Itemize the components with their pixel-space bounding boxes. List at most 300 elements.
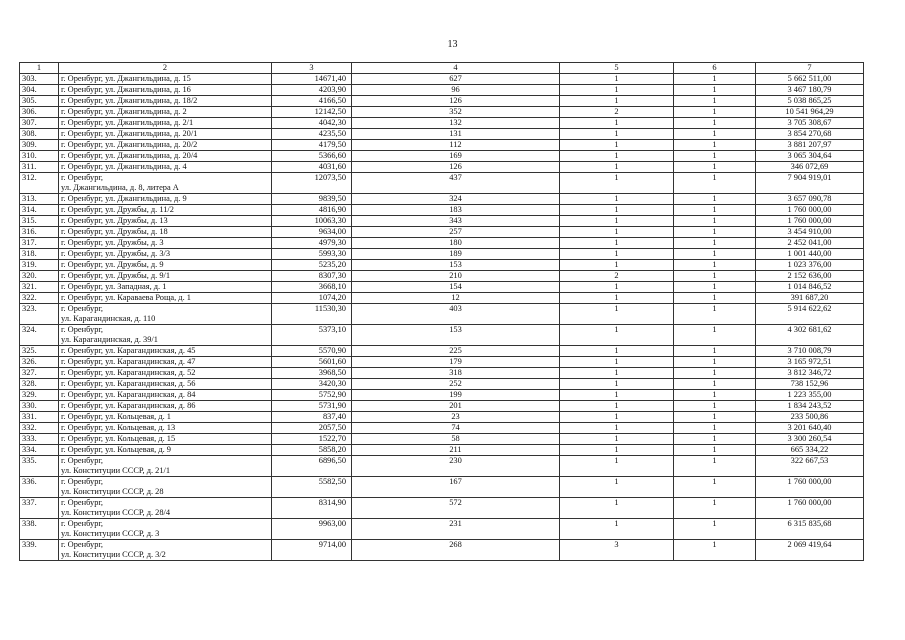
column-5-cell: 1 <box>560 260 674 271</box>
row-number-cell: 331. <box>20 412 59 423</box>
column-6-cell: 1 <box>674 260 756 271</box>
column-5-cell: 1 <box>560 379 674 390</box>
column-5-cell: 1 <box>560 456 674 477</box>
address-cell <box>59 216 272 227</box>
address-cell <box>59 107 272 118</box>
column-header-4: 4 <box>352 63 560 74</box>
address-line: г. Оренбург, <box>61 540 104 549</box>
page-number: 13 <box>447 39 458 50</box>
address-line: ул. Конституции СССР, д. 28/4 <box>61 508 171 517</box>
amount-cell: 233 500,86 <box>756 412 864 423</box>
amount-cell: 3 467 180,79 <box>756 85 864 96</box>
row-number-cell: 324. <box>20 325 59 346</box>
column-5-cell: 1 <box>560 118 674 129</box>
area-cell: 5731,90 <box>272 401 352 412</box>
address-line: г. Оренбург, <box>61 325 104 334</box>
amount-cell: 3 812 346,72 <box>756 368 864 379</box>
row-number-cell: 305. <box>20 96 59 107</box>
table-row <box>20 423 864 434</box>
table-row <box>20 357 864 368</box>
area-cell: 5235,20 <box>272 260 352 271</box>
row-number-cell: 306. <box>20 107 59 118</box>
column-5-cell: 1 <box>560 173 674 194</box>
address-line: г. Оренбург, ул. Дружбы, д. 3/3 <box>61 249 171 258</box>
column-5-cell: 1 <box>560 227 674 238</box>
area-cell: 4166,50 <box>272 96 352 107</box>
address-line: г. Оренбург, <box>61 519 104 528</box>
area-cell: 12073,50 <box>272 173 352 194</box>
row-number-cell: 339. <box>20 540 59 561</box>
column-5-cell: 2 <box>560 107 674 118</box>
address-line: ул. Конституции СССР, д. 28 <box>61 487 164 496</box>
column-4-cell: 225 <box>352 346 560 357</box>
column-4-cell: 12 <box>352 293 560 304</box>
column-5-cell: 1 <box>560 445 674 456</box>
area-cell: 3420,30 <box>272 379 352 390</box>
address-cell <box>59 412 272 423</box>
column-6-cell: 1 <box>674 412 756 423</box>
address-cell <box>59 346 272 357</box>
address-cell <box>59 271 272 282</box>
address-line: г. Оренбург, ул. Карагандинская, д. 86 <box>61 401 196 410</box>
column-5-cell: 2 <box>560 271 674 282</box>
amount-cell: 2 152 636,00 <box>756 271 864 282</box>
address-cell <box>59 423 272 434</box>
table-row <box>20 216 864 227</box>
address-cell <box>59 304 272 325</box>
row-number-cell: 334. <box>20 445 59 456</box>
row-number-cell: 315. <box>20 216 59 227</box>
address-line: г. Оренбург, ул. Джангильдина, д. 16 <box>61 85 191 94</box>
column-6-cell: 1 <box>674 85 756 96</box>
address-cell <box>59 205 272 216</box>
area-cell: 14671,40 <box>272 74 352 85</box>
column-6-cell: 1 <box>674 282 756 293</box>
table-row <box>20 282 864 293</box>
table-row <box>20 85 864 96</box>
address-line: г. Оренбург, ул. Джангильдина, д. 20/1 <box>61 129 198 138</box>
area-cell: 5366,60 <box>272 151 352 162</box>
address-cell <box>59 456 272 477</box>
amount-cell: 3 300 260,54 <box>756 434 864 445</box>
row-number-cell: 330. <box>20 401 59 412</box>
amount-cell: 1 001 440,00 <box>756 249 864 260</box>
column-6-cell: 1 <box>674 540 756 561</box>
table-row <box>20 304 864 325</box>
area-cell: 5858,20 <box>272 445 352 456</box>
amount-cell: 3 657 090,78 <box>756 194 864 205</box>
table-row <box>20 519 864 540</box>
column-4-cell: 437 <box>352 173 560 194</box>
address-cell <box>59 249 272 260</box>
column-4-cell: 627 <box>352 74 560 85</box>
column-5-cell: 1 <box>560 129 674 140</box>
column-4-cell: 58 <box>352 434 560 445</box>
address-cell <box>59 162 272 173</box>
row-number-cell: 319. <box>20 260 59 271</box>
table-row <box>20 498 864 519</box>
address-cell <box>59 390 272 401</box>
address-cell <box>59 325 272 346</box>
amount-cell: 1 223 355,00 <box>756 390 864 401</box>
amount-cell: 346 072,69 <box>756 162 864 173</box>
amount-cell: 4 302 681,62 <box>756 325 864 346</box>
area-cell: 5582,50 <box>272 477 352 498</box>
table-row <box>20 129 864 140</box>
column-6-cell: 1 <box>674 456 756 477</box>
column-6-cell: 1 <box>674 173 756 194</box>
address-cell <box>59 368 272 379</box>
column-4-cell: 112 <box>352 140 560 151</box>
address-cell <box>59 129 272 140</box>
row-number-cell: 318. <box>20 249 59 260</box>
amount-cell: 6 315 835,68 <box>756 519 864 540</box>
column-5-cell: 1 <box>560 249 674 260</box>
column-4-cell: 179 <box>352 357 560 368</box>
table-row <box>20 107 864 118</box>
address-cell <box>59 173 272 194</box>
row-number-cell: 336. <box>20 477 59 498</box>
column-6-cell: 1 <box>674 107 756 118</box>
column-5-cell: 1 <box>560 140 674 151</box>
row-number-cell: 320. <box>20 271 59 282</box>
area-cell: 5752,90 <box>272 390 352 401</box>
amount-cell: 3 454 910,00 <box>756 227 864 238</box>
amount-cell: 3 854 270,68 <box>756 129 864 140</box>
table-row <box>20 249 864 260</box>
column-6-cell: 1 <box>674 238 756 249</box>
address-line: г. Оренбург, ул. Карагандинская, д. 45 <box>61 346 196 355</box>
amount-cell: 1 760 000,00 <box>756 477 864 498</box>
address-cell <box>59 293 272 304</box>
column-4-cell: 201 <box>352 401 560 412</box>
column-4-cell: 572 <box>352 498 560 519</box>
table-row <box>20 227 864 238</box>
column-5-cell: 1 <box>560 357 674 368</box>
row-number-cell: 326. <box>20 357 59 368</box>
address-line: г. Оренбург, ул. Дружбы, д. 3 <box>61 238 164 247</box>
amount-cell: 1 760 000,00 <box>756 216 864 227</box>
column-5-cell: 1 <box>560 74 674 85</box>
address-line: г. Оренбург, ул. Карагандинская, д. 47 <box>61 357 196 366</box>
table-row <box>20 456 864 477</box>
column-5-cell: 1 <box>560 304 674 325</box>
column-6-cell: 1 <box>674 401 756 412</box>
address-cell <box>59 401 272 412</box>
table-row <box>20 390 864 401</box>
address-line: г. Оренбург, <box>61 456 104 465</box>
column-4-cell: 257 <box>352 227 560 238</box>
address-line: г. Оренбург, ул. Джангильдина, д. 15 <box>61 74 191 83</box>
table-row <box>20 74 864 85</box>
column-header-6: 6 <box>674 63 756 74</box>
amount-cell: 322 667,53 <box>756 456 864 477</box>
address-line: ул. Джангильдина, д. 8, литера А <box>61 183 179 192</box>
address-line: г. Оренбург, ул. Джангильдина, д. 4 <box>61 162 187 171</box>
area-cell: 3968,50 <box>272 368 352 379</box>
row-number-cell: 309. <box>20 140 59 151</box>
column-4-cell: 23 <box>352 412 560 423</box>
address-line: ул. Карагандинская, д. 39/1 <box>61 335 158 344</box>
address-line: г. Оренбург, ул. Кольцевая, д. 9 <box>61 445 171 454</box>
column-4-cell: 231 <box>352 519 560 540</box>
address-cell <box>59 151 272 162</box>
address-cell <box>59 194 272 205</box>
area-cell: 10063,30 <box>272 216 352 227</box>
column-6-cell: 1 <box>674 304 756 325</box>
column-4-cell: 343 <box>352 216 560 227</box>
address-line: г. Оренбург, <box>61 498 104 507</box>
column-5-cell: 1 <box>560 238 674 249</box>
column-6-cell: 1 <box>674 140 756 151</box>
column-4-cell: 131 <box>352 129 560 140</box>
column-header-2: 2 <box>59 63 272 74</box>
table-row <box>20 271 864 282</box>
address-line: г. Оренбург, ул. Дружбы, д. 18 <box>61 227 168 236</box>
area-cell: 5993,30 <box>272 249 352 260</box>
table-row <box>20 379 864 390</box>
column-6-cell: 1 <box>674 368 756 379</box>
row-number-cell: 310. <box>20 151 59 162</box>
area-cell: 5570,90 <box>272 346 352 357</box>
address-line: ул. Конституции СССР, д. 21/1 <box>61 466 171 475</box>
area-cell: 5601,60 <box>272 357 352 368</box>
address-line: г. Оренбург, ул. Дружбы, д. 9 <box>61 260 164 269</box>
column-6-cell: 1 <box>674 434 756 445</box>
column-6-cell: 1 <box>674 498 756 519</box>
column-4-cell: 352 <box>352 107 560 118</box>
column-5-cell: 1 <box>560 194 674 205</box>
address-line: г. Оренбург, ул. Караваева Роща, д. 1 <box>61 293 191 302</box>
amount-cell: 5 914 622,62 <box>756 304 864 325</box>
amount-cell: 3 201 640,40 <box>756 423 864 434</box>
row-number-cell: 328. <box>20 379 59 390</box>
address-line: г. Оренбург, ул. Джангильдина, д. 20/2 <box>61 140 198 149</box>
row-number-cell: 323. <box>20 304 59 325</box>
address-cell <box>59 238 272 249</box>
address-line: г. Оренбург, ул. Джангильдина, д. 18/2 <box>61 96 198 105</box>
column-5-cell: 1 <box>560 477 674 498</box>
row-number-cell: 333. <box>20 434 59 445</box>
column-4-cell: 324 <box>352 194 560 205</box>
column-6-cell: 1 <box>674 390 756 401</box>
address-cell <box>59 85 272 96</box>
row-number-cell: 308. <box>20 129 59 140</box>
address-line: г. Оренбург, ул. Дружбы, д. 13 <box>61 216 168 225</box>
area-cell: 12142,50 <box>272 107 352 118</box>
amount-cell: 665 334,22 <box>756 445 864 456</box>
column-5-cell: 1 <box>560 346 674 357</box>
table-row <box>20 118 864 129</box>
amount-cell: 3 705 308,67 <box>756 118 864 129</box>
column-5-cell: 1 <box>560 85 674 96</box>
column-6-cell: 1 <box>674 227 756 238</box>
amount-cell: 2 069 419,64 <box>756 540 864 561</box>
address-line: г. Оренбург, ул. Джангильдина, д. 20/4 <box>61 151 198 160</box>
column-5-cell: 1 <box>560 423 674 434</box>
area-cell: 9714,00 <box>272 540 352 561</box>
address-cell <box>59 445 272 456</box>
address-cell <box>59 519 272 540</box>
address-cell <box>59 282 272 293</box>
amount-cell: 3 065 304,64 <box>756 151 864 162</box>
address-line: г. Оренбург, ул. Джангильдина, д. 9 <box>61 194 187 203</box>
amount-cell: 3 881 207,97 <box>756 140 864 151</box>
row-number-cell: 314. <box>20 205 59 216</box>
table-row <box>20 412 864 423</box>
row-number-cell: 338. <box>20 519 59 540</box>
row-number-cell: 313. <box>20 194 59 205</box>
table-row <box>20 346 864 357</box>
address-line: г. Оренбург, ул. Западная, д. 1 <box>61 282 167 291</box>
area-cell: 5373,10 <box>272 325 352 346</box>
table-row <box>20 477 864 498</box>
area-cell: 11530,30 <box>272 304 352 325</box>
row-number-cell: 303. <box>20 74 59 85</box>
column-4-cell: 268 <box>352 540 560 561</box>
amount-cell: 5 662 511,00 <box>756 74 864 85</box>
column-6-cell: 1 <box>674 325 756 346</box>
area-cell: 4816,90 <box>272 205 352 216</box>
table-row <box>20 194 864 205</box>
area-cell: 4179,50 <box>272 140 352 151</box>
row-number-cell: 304. <box>20 85 59 96</box>
column-4-cell: 183 <box>352 205 560 216</box>
column-4-cell: 230 <box>352 456 560 477</box>
column-6-cell: 1 <box>674 216 756 227</box>
address-line: г. Оренбург, ул. Кольцевая, д. 13 <box>61 423 176 432</box>
area-cell: 4031,60 <box>272 162 352 173</box>
table-row <box>20 293 864 304</box>
column-4-cell: 153 <box>352 260 560 271</box>
column-6-cell: 1 <box>674 118 756 129</box>
row-number-cell: 327. <box>20 368 59 379</box>
column-6-cell: 1 <box>674 129 756 140</box>
table-row <box>20 325 864 346</box>
table-row <box>20 162 864 173</box>
area-cell: 9839,50 <box>272 194 352 205</box>
column-5-cell: 1 <box>560 205 674 216</box>
column-header-1: 1 <box>20 63 59 74</box>
column-header-3: 3 <box>272 63 352 74</box>
amount-cell: 1 023 376,00 <box>756 260 864 271</box>
amount-cell: 1 760 000,00 <box>756 205 864 216</box>
table-row <box>20 140 864 151</box>
address-line: г. Оренбург, <box>61 304 104 313</box>
column-4-cell: 132 <box>352 118 560 129</box>
column-5-cell: 1 <box>560 96 674 107</box>
area-cell: 9963,00 <box>272 519 352 540</box>
area-cell: 4235,50 <box>272 129 352 140</box>
column-5-cell: 1 <box>560 282 674 293</box>
column-header-7: 7 <box>756 63 864 74</box>
column-6-cell: 1 <box>674 74 756 85</box>
row-number-cell: 311. <box>20 162 59 173</box>
column-6-cell: 1 <box>674 162 756 173</box>
column-4-cell: 169 <box>352 151 560 162</box>
address-cell <box>59 379 272 390</box>
table-row <box>20 151 864 162</box>
address-line: ул. Конституции СССР, д. 3 <box>61 529 160 538</box>
column-4-cell: 210 <box>352 271 560 282</box>
amount-cell: 2 452 041,00 <box>756 238 864 249</box>
address-cell <box>59 140 272 151</box>
column-6-cell: 1 <box>674 205 756 216</box>
address-cell <box>59 118 272 129</box>
column-6-cell: 1 <box>674 151 756 162</box>
column-6-cell: 1 <box>674 357 756 368</box>
row-number-cell: 335. <box>20 456 59 477</box>
column-4-cell: 211 <box>352 445 560 456</box>
address-line: г. Оренбург, <box>61 173 104 182</box>
column-4-cell: 167 <box>352 477 560 498</box>
row-number-cell: 312. <box>20 173 59 194</box>
area-cell: 1522,70 <box>272 434 352 445</box>
table-row <box>20 540 864 561</box>
column-5-cell: 1 <box>560 412 674 423</box>
amount-cell: 738 152,96 <box>756 379 864 390</box>
column-5-cell: 1 <box>560 325 674 346</box>
amount-cell: 1 760 000,00 <box>756 498 864 519</box>
column-6-cell: 1 <box>674 379 756 390</box>
row-number-cell: 317. <box>20 238 59 249</box>
address-cell <box>59 74 272 85</box>
area-cell: 2057,50 <box>272 423 352 434</box>
column-5-cell: 1 <box>560 519 674 540</box>
row-number-cell: 325. <box>20 346 59 357</box>
address-line: г. Оренбург, ул. Дружбы, д. 9/1 <box>61 271 171 280</box>
table-row <box>20 205 864 216</box>
column-5-cell: 1 <box>560 390 674 401</box>
column-5-cell: 1 <box>560 151 674 162</box>
area-cell: 4979,30 <box>272 238 352 249</box>
table-row <box>20 260 864 271</box>
column-4-cell: 154 <box>352 282 560 293</box>
column-5-cell: 1 <box>560 368 674 379</box>
address-cell <box>59 227 272 238</box>
row-number-cell: 329. <box>20 390 59 401</box>
address-line: ул. Карагандинская, д. 110 <box>61 314 156 323</box>
column-5-cell: 1 <box>560 293 674 304</box>
address-cell <box>59 477 272 498</box>
area-cell: 3668,10 <box>272 282 352 293</box>
address-line: г. Оренбург, ул. Джангильдина, д. 2/1 <box>61 118 194 127</box>
table-row <box>20 368 864 379</box>
amount-cell: 3 165 972,51 <box>756 357 864 368</box>
column-4-cell: 153 <box>352 325 560 346</box>
column-4-cell: 180 <box>352 238 560 249</box>
table-row <box>20 173 864 194</box>
amount-cell: 7 904 919,01 <box>756 173 864 194</box>
amount-cell: 10 541 964,29 <box>756 107 864 118</box>
column-6-cell: 1 <box>674 477 756 498</box>
amount-cell: 391 687,20 <box>756 293 864 304</box>
address-cell <box>59 96 272 107</box>
address-line: г. Оренбург, ул. Джангильдина, д. 2 <box>61 107 187 116</box>
address-cell <box>59 498 272 519</box>
row-number-cell: 316. <box>20 227 59 238</box>
column-6-cell: 1 <box>674 293 756 304</box>
address-cell <box>59 434 272 445</box>
table-header-row <box>20 63 864 74</box>
column-5-cell: 1 <box>560 216 674 227</box>
amount-cell: 1 834 243,52 <box>756 401 864 412</box>
area-cell: 6896,50 <box>272 456 352 477</box>
column-6-cell: 1 <box>674 194 756 205</box>
table-row <box>20 434 864 445</box>
column-4-cell: 252 <box>352 379 560 390</box>
row-number-cell: 322. <box>20 293 59 304</box>
